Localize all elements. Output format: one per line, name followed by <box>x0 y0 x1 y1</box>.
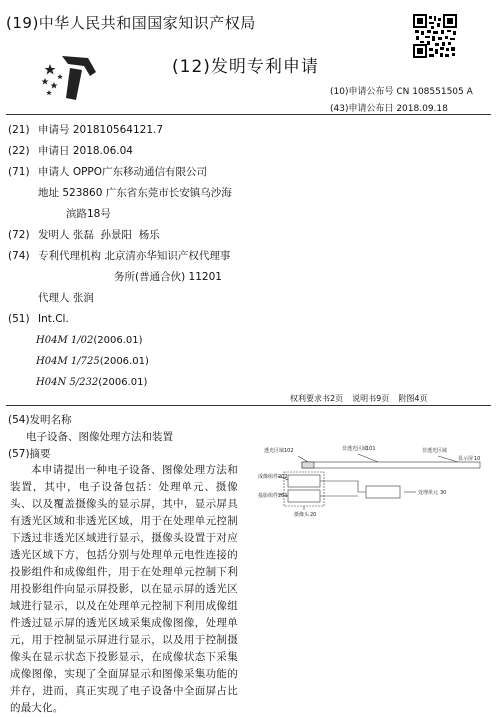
title-section <box>8 412 173 463</box>
invention-title: 电子设备、图像处理方法和装置 <box>26 431 173 443</box>
abstract-text: 本申请提出一种电子设备、图像处理方法和装置，其中，电子设备包括：处理单元、摄像头、以及覆盖摄像头的显示屏，其中，显示屏具有透光区域和非透光区域，用于在处理单元控制下透过非透光区域进行显示，摄像头设置于对应透光区域下方，包括分别与处理单元电性连接的投影组件和成像组件，用于在处理单元控制下利用投影组件向显示屏投影，以在显示屏的透光区域进行显示，以及在处理单元控制下利用成像组件透过显示屏的透光区域采集成像图像，处理单元，用于控制显示屏进行显示，以及用于控制摄像头在显示状态下投影显示，在成像状态下采集成像图像，实现了全面屏显示和图像采集功能的并存，进而，真正实现了电子设备中全面屏占比的最大化。 <box>10 464 238 714</box>
figure-label: 非透光区域 <box>342 446 368 452</box>
publication-number: (10)申请公布号 CN 108551505 A <box>330 87 473 97</box>
figure-label: 摄像头 <box>294 512 310 518</box>
imaging-component-shape <box>288 475 320 487</box>
ipc-class-entry: H04M 1/725(2006.01) <box>36 356 149 367</box>
projection-component-shape <box>288 490 320 502</box>
display-screen-shape <box>302 462 480 468</box>
issuer-name: (19)中华人民共和国国家知识产权局 <box>6 14 256 32</box>
document-type: (12)发明专利申请 <box>172 57 319 77</box>
figure-label: 102 <box>284 448 294 454</box>
figure-label: 成像组件 <box>258 474 279 480</box>
figure-label: 非透光区域 <box>422 448 448 454</box>
ipc-class-entry: H04N 5/232(2006.01) <box>36 377 148 388</box>
qr-code-icon <box>413 14 457 58</box>
translucent-region-shape <box>302 462 314 468</box>
processing-unit-shape <box>366 486 400 498</box>
figure-label: 处理单元 <box>418 490 439 496</box>
figure-label: 202 <box>278 474 288 480</box>
application-date: (22) 申请日 2018.06.04 <box>8 145 133 157</box>
section-divider <box>6 405 491 406</box>
representative-figure <box>258 442 490 528</box>
figure-label: 201 <box>278 493 288 499</box>
int-cl-heading: (51) Int.Cl. <box>8 313 69 325</box>
bibliographic-data <box>8 120 308 393</box>
figure-label: 透光区域 <box>264 448 285 454</box>
abstract-label: (57)摘要 <box>8 448 51 460</box>
applicant: (71) 申请人 OPPO广东移动通信有限公司 <box>8 166 208 178</box>
figure-label: 20 <box>310 512 317 518</box>
ipc-class-entry: H04M 1/02(2006.01) <box>36 335 143 346</box>
address-line-1: 地址 523860 广东省东莞市长安镇乌沙海 <box>38 187 232 199</box>
patent-agency: (74) 专利代理机构 北京清亦华知识产权代理事 <box>8 250 231 262</box>
figure-label: 101 <box>366 446 376 452</box>
inventors: (72) 发明人 张磊 孙景阳 杨乐 <box>8 229 160 241</box>
cnipa-emblem-icon <box>40 52 106 104</box>
patent-agency-line-2: 务所(普通合伙) 11201 <box>114 271 222 283</box>
publication-date: (43)申请公布日 2018.09.18 <box>330 104 448 114</box>
header-divider <box>6 114 491 115</box>
figure-label: 10 <box>474 456 481 462</box>
agent: 代理人 张润 <box>38 292 94 304</box>
camera-outline <box>284 472 324 506</box>
page-counts: 权利要求书2页 说明书9页 附图4页 <box>290 394 428 403</box>
figure-label: 显示屏 <box>458 456 474 462</box>
figure-label: 30 <box>440 490 447 496</box>
invention-title-label: (54)发明名称 <box>8 414 72 426</box>
figure-label: 投影组件 <box>258 493 279 499</box>
address-line-2: 滨路18号 <box>66 208 111 220</box>
application-number: (21) 申请号 201810564121.7 <box>8 124 164 136</box>
